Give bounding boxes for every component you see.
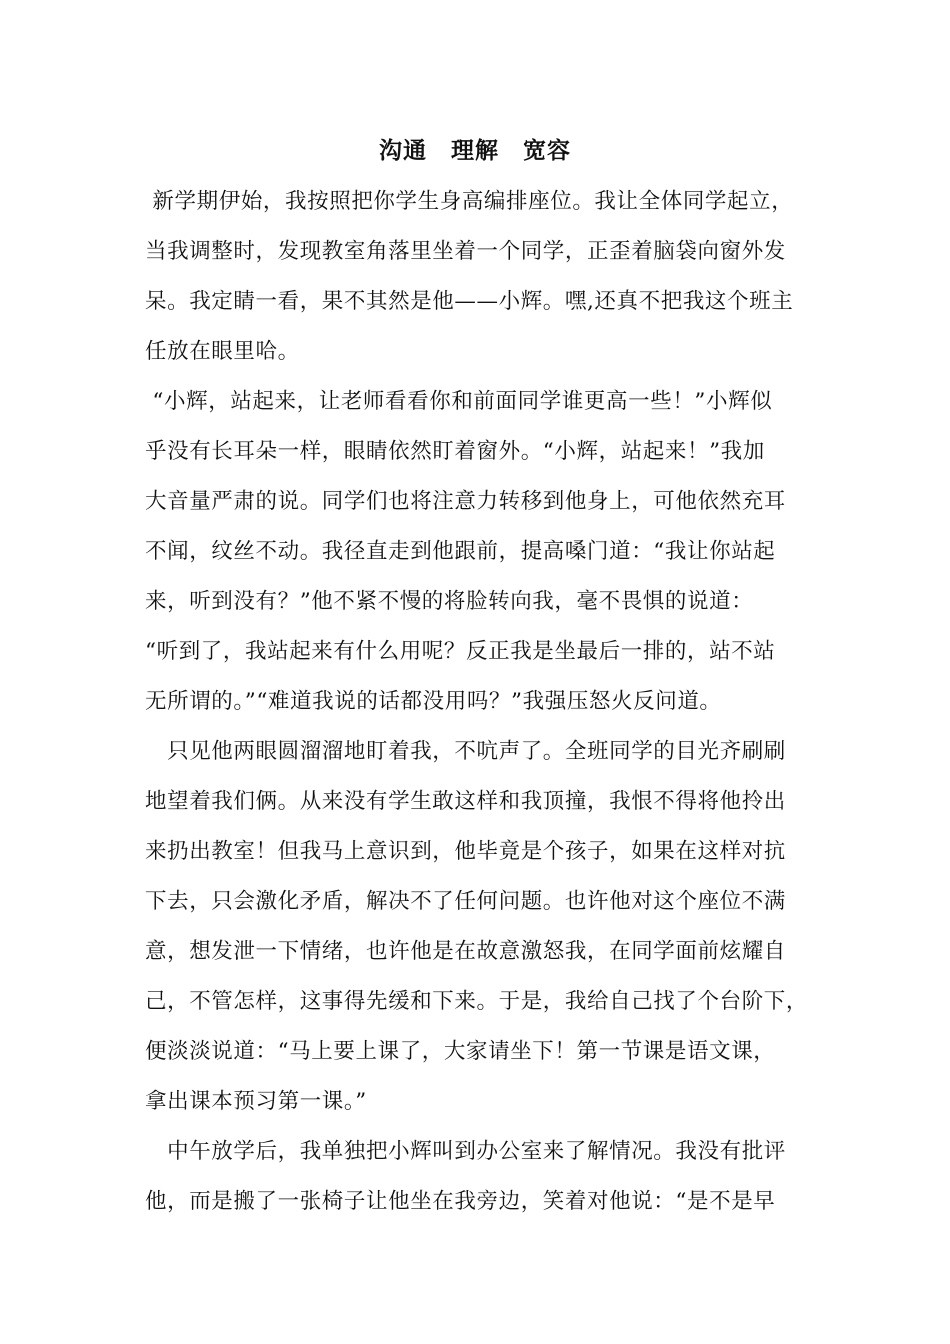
document-body <box>145 177 835 1227</box>
text-line: 乎没有长耳朵一样，眼睛依然盯着窗外。“小辉，站起来！”我加 <box>145 439 765 464</box>
text-line: 中午放学后，我单独把小辉叫到办公室来了解情况。我没有批评 <box>145 1139 786 1164</box>
text-line: 便淡淡说道：“马上要上课了，大家请坐下！第一节课是语文课， <box>145 1039 776 1064</box>
text-line: 拿出课本预习第一课。” <box>145 1089 367 1114</box>
text-line: 下去，只会激化矛盾，解决不了任何问题。也许他对这个座位不满 <box>145 889 786 914</box>
text-line: 只见他两眼圆溜溜地盯着我，不吭声了。全班同学的目光齐刷刷 <box>145 739 786 764</box>
text-line: 无所谓的。”“难道我说的话都没用吗？”我强压怒火反问道。 <box>145 689 722 714</box>
text-line: 地望着我们俩。从来没有学生敢这样和我顶撞，我恨不得将他拎出 <box>145 789 786 814</box>
text-line: 意，想发泄一下情绪，也许他是在故意激怒我，在同学面前炫耀自 <box>145 939 786 964</box>
text-line: “听到了，我站起来有什么用呢？反正我是坐最后一排的，站不站 <box>145 639 776 664</box>
text-line: 己，不管怎样，这事得先缓和下来。于是，我给自己找了个台阶下， <box>145 989 809 1014</box>
document-title: 沟通 理解 宽容 <box>379 137 571 164</box>
text-line: 新学期伊始，我按照把你学生身高编排座位。我让全体同学起立， <box>145 189 794 214</box>
text-line: 不闻，纹丝不动。我径直走到他跟前，提高嗓门道：“我让你站起 <box>145 539 776 564</box>
text-line: 当我调整时，发现教室角落里坐着一个同学，正歪着脑袋向窗外发 <box>145 239 786 264</box>
text-line: 他，而是搬了一张椅子让他坐在我旁边，笑着对他说：“是不是早 <box>145 1189 776 1214</box>
text-line: 来，听到没有？”他不紧不慢的将脸转向我，毫不畏惧的说道： <box>145 589 754 614</box>
text-line: 任放在眼里哈。 <box>145 339 300 364</box>
text-line: 大音量严肃的说。同学们也将注意力转移到他身上，可他依然充耳 <box>145 489 786 514</box>
text-line: 来扔出教室！但我马上意识到，他毕竟是个孩子，如果在这样对抗 <box>145 839 786 864</box>
text-line: 呆。我定睛一看，果不其然是他——小辉。嘿,还真不把我这个班主 <box>145 289 794 314</box>
text-line: “小辉，站起来，让老师看看你和前面同学谁更高一些！”小辉似 <box>145 389 773 414</box>
